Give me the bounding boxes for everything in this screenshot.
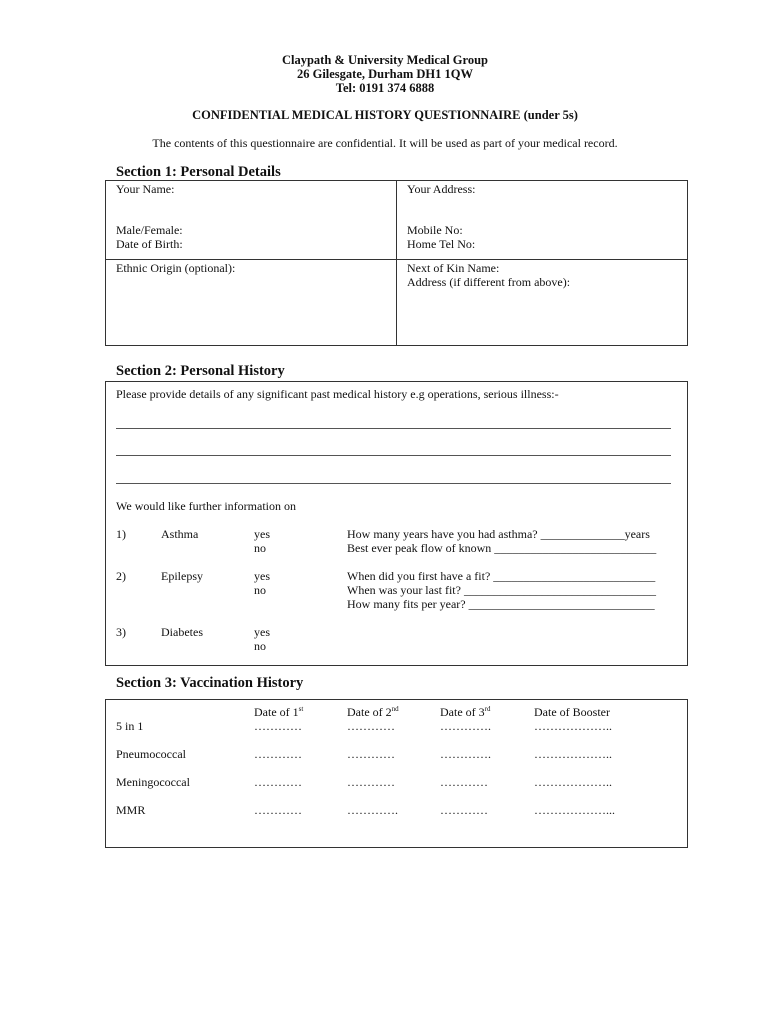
diabetes-no-option[interactable]: no [254,639,266,653]
epilepsy-last-fit-question[interactable]: When was your last fit? ________________________________ [347,583,656,597]
vaccine-date-field[interactable]: ………… [254,775,302,789]
asthma-no-option[interactable]: no [254,541,266,555]
diabetes-yes-option[interactable]: yes [254,625,270,639]
further-info-label: We would like further information on [116,499,296,513]
vaccine-booster-field[interactable]: ……………….. [534,747,612,761]
epilepsy-first-fit-question[interactable]: When did you first have a fit? ___________________________ [347,569,656,583]
kin-address-label: Address (if different from above): [407,275,571,289]
epilepsy-yes-option[interactable]: yes [254,569,270,583]
condition-name-diabetes: Diabetes [161,625,203,639]
mobile-label: Mobile No: [407,223,463,237]
ethnic-origin-label: Ethnic Origin (optional): [116,261,236,275]
next-of-kin-label: Next of Kin Name: [407,261,500,275]
history-intro: Please provide details of any significant past medical history e.g operations, serious illness:- [116,387,559,401]
your-name-label: Your Name: [116,182,175,196]
home-tel-label: Home Tel No: [407,237,476,251]
asthma-peak-flow-question[interactable]: Best ever peak flow of known ___________________________ [347,541,657,555]
section3-title: Section 3: Vaccination History [116,675,304,691]
confidential-note: The contents of this questionnaire are confidential. It will be used as part of your medical record. [152,136,618,150]
personal-details-row-divider [105,259,688,260]
col-header-dose2: Date of 2nd [347,705,399,719]
section1-title: Section 1: Personal Details [116,164,281,180]
practice-address: 26 Gilesgate, Durham DH1 1QW [296,67,474,81]
condition-name-asthma: Asthma [161,527,199,541]
vaccine-date-field[interactable]: ………… [347,719,395,733]
practice-name: Claypath & University Medical Group [281,53,489,67]
section2-title: Section 2: Personal History [116,363,285,379]
dob-label: Date of Birth: [116,237,183,251]
vaccine-name-mmr: MMR [116,803,146,817]
vaccine-date-field[interactable]: ………… [254,719,302,733]
vaccine-booster-field[interactable]: ……………….. [534,775,612,789]
history-line-3[interactable] [116,483,671,484]
asthma-years-question[interactable]: How many years have you had asthma? ______________years [347,527,650,541]
personal-history-box [105,381,688,666]
vaccine-date-field[interactable]: …………. [347,803,398,817]
vaccine-date-field[interactable]: ………… [254,747,302,761]
vaccine-date-field[interactable]: ………… [440,803,488,817]
vaccine-booster-field[interactable]: ………………... [534,803,615,817]
your-address-label: Your Address: [407,182,476,196]
form-title: CONFIDENTIAL MEDICAL HISTORY QUESTIONNAIRE (under 5s) [192,108,578,122]
history-line-2[interactable] [116,455,671,456]
practice-tel: Tel: 0191 374 6888 [335,81,435,95]
epilepsy-fits-per-year-question[interactable]: How many fits per year? _______________________________ [347,597,655,611]
condition-number: 1) [116,527,126,541]
condition-name-epilepsy: Epilepsy [161,569,203,583]
vaccine-name-5in1: 5 in 1 [116,719,144,733]
col-header-dose1: Date of 1st [254,705,304,719]
history-line-1[interactable] [116,428,671,429]
sex-label: Male/Female: [116,223,183,237]
col-header-booster: Date of Booster [534,705,610,719]
epilepsy-no-option[interactable]: no [254,583,266,597]
vaccine-name-pneumococcal: Pneumococcal [116,747,186,761]
vaccine-date-field[interactable]: …………. [440,747,491,761]
vaccine-date-field[interactable]: ………… [254,803,302,817]
asthma-yes-option[interactable]: yes [254,527,270,541]
vaccine-name-meningococcal: Meningococcal [116,775,190,789]
col-header-dose3: Date of 3rd [440,705,491,719]
condition-number: 3) [116,625,126,639]
vaccine-date-field[interactable]: ………… [347,747,395,761]
condition-number: 2) [116,569,126,583]
vaccine-booster-field[interactable]: ……………….. [534,719,612,733]
personal-details-divider [396,180,397,346]
vaccine-date-field[interactable]: ………… [440,775,488,789]
vaccine-date-field[interactable]: …………. [440,719,491,733]
vaccine-date-field[interactable]: ………… [347,775,395,789]
